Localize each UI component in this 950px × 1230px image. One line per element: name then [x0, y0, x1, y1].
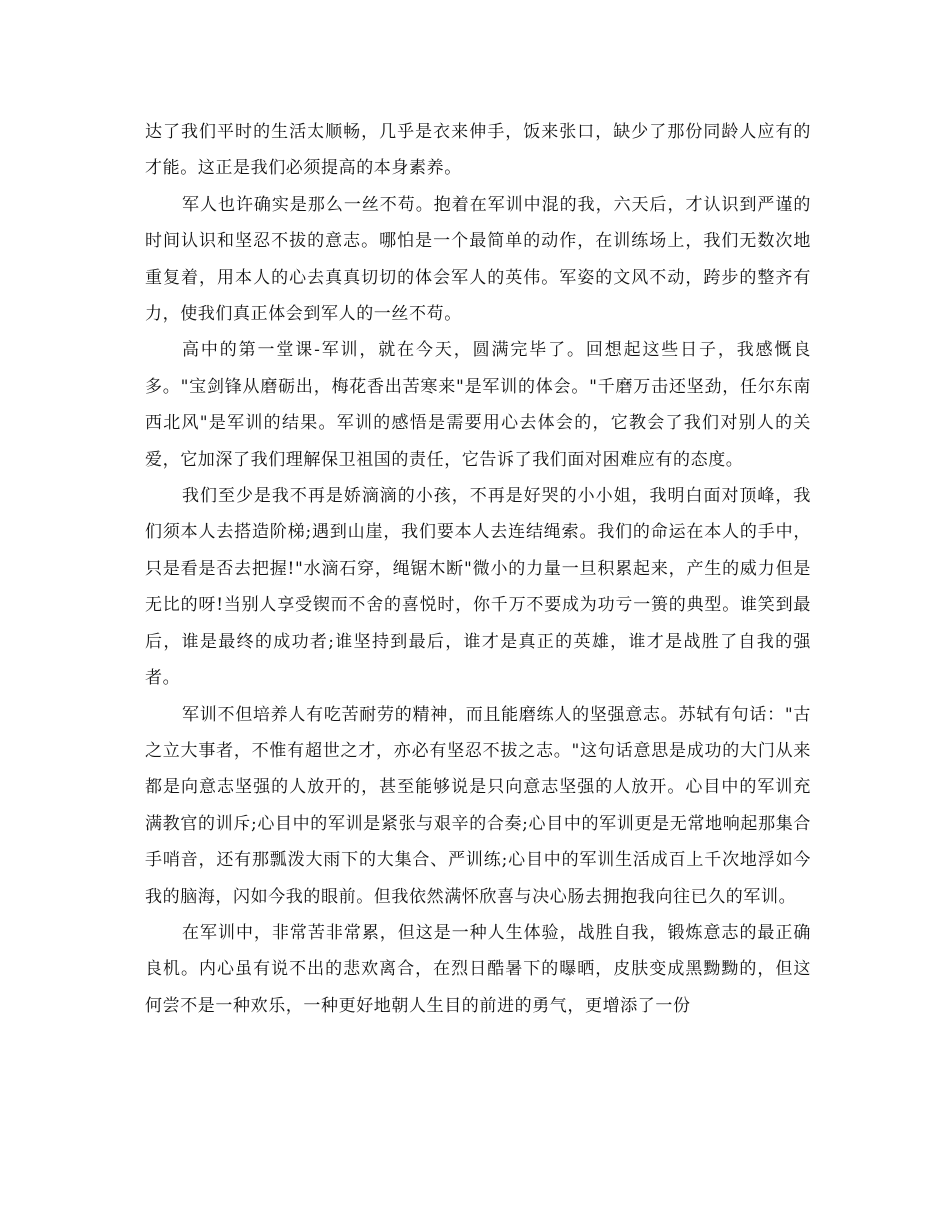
paragraph-1: 达了我们平时的生活太顺畅，几乎是衣来伸手，饭来张口，缺少了那份同龄人应有的才能。这正是我们必须提高的本身素养。 — [145, 122, 811, 179]
document-body — [145, 114, 811, 1024]
paragraph-4: 我们至少是我不再是娇滴滴的小孩，不再是好哭的小小姐，我明白面对顶峰，我们须本人去搭造阶梯;遇到山崖，我们要本人去连结绳索。我们的命运在本人的手中，只是看是否去把握!"水滴石穿，绳锯木断"微小的力量一旦积累起来，产生的威力但是无比的呀!当别人享受锲而不舍的喜悦时，你千万不要成为功亏一篑的典型。谁笑到最后，谁是最终的成功者;谁坚持到最后，谁才是真正的英雄，谁才是战胜了自我的强者。 — [145, 486, 811, 689]
paragraph-6: 在军训中，非常苦非常累，但这是一种人生体验，战胜自我，锻炼意志的最正确良机。内心虽有说不出的悲欢离合，在烈日酷暑下的曝晒，皮肤变成黑黝黝的，但这何尝不是一种欢乐，一种更好地朝人生目的前进的勇气，更增添了一份 — [145, 922, 811, 1016]
paragraph-3: 高中的第一堂课-军训，就在今天，圆满完毕了。回想起这些日子，我感慨良多。"宝剑锋从磨砺出，梅花香出苦寒来"是军训的体会。"千磨万击还坚劲，任尔东南西北风"是军训的结果。军训的感悟是需要用心去体会的，它教会了我们对别人的关爱，它加深了我们理解保卫祖国的责任，它告诉了我们面对困难应有的态度。 — [145, 340, 811, 470]
paragraph-5: 军训不但培养人有吃苦耐劳的精神，而且能磨练人的坚强意志。苏轼有句话："古之立大事者，不惟有超世之才，亦必有坚忍不拔之志。"这句话意思是成功的大门从来都是向意志坚强的人放开的，甚至能够说是只向意志坚强的人放开。心目中的军训充满教官的训斥;心目中的军训是紧张与艰辛的合奏;心目中的军训更是无常地响起那集合手哨音，还有那瓢泼大雨下的大集合、严训练;心目中的军训生活成百上千次地浮如今我的脑海，闪如今我的眼前。但我依然满怀欣喜与决心肠去拥抱我向往已久的军训。 — [145, 704, 811, 907]
paragraph-2: 军人也许确实是那么一丝不苟。抱着在军训中混的我，六天后，才认识到严谨的时间认识和坚忍不拔的意志。哪怕是一个最简单的动作，在训练场上，我们无数次地重复着，用本人的心去真真切切的体会军人的英伟。军姿的文风不动，跨步的整齐有力，使我们真正体会到军人的一丝不苟。 — [145, 194, 811, 325]
